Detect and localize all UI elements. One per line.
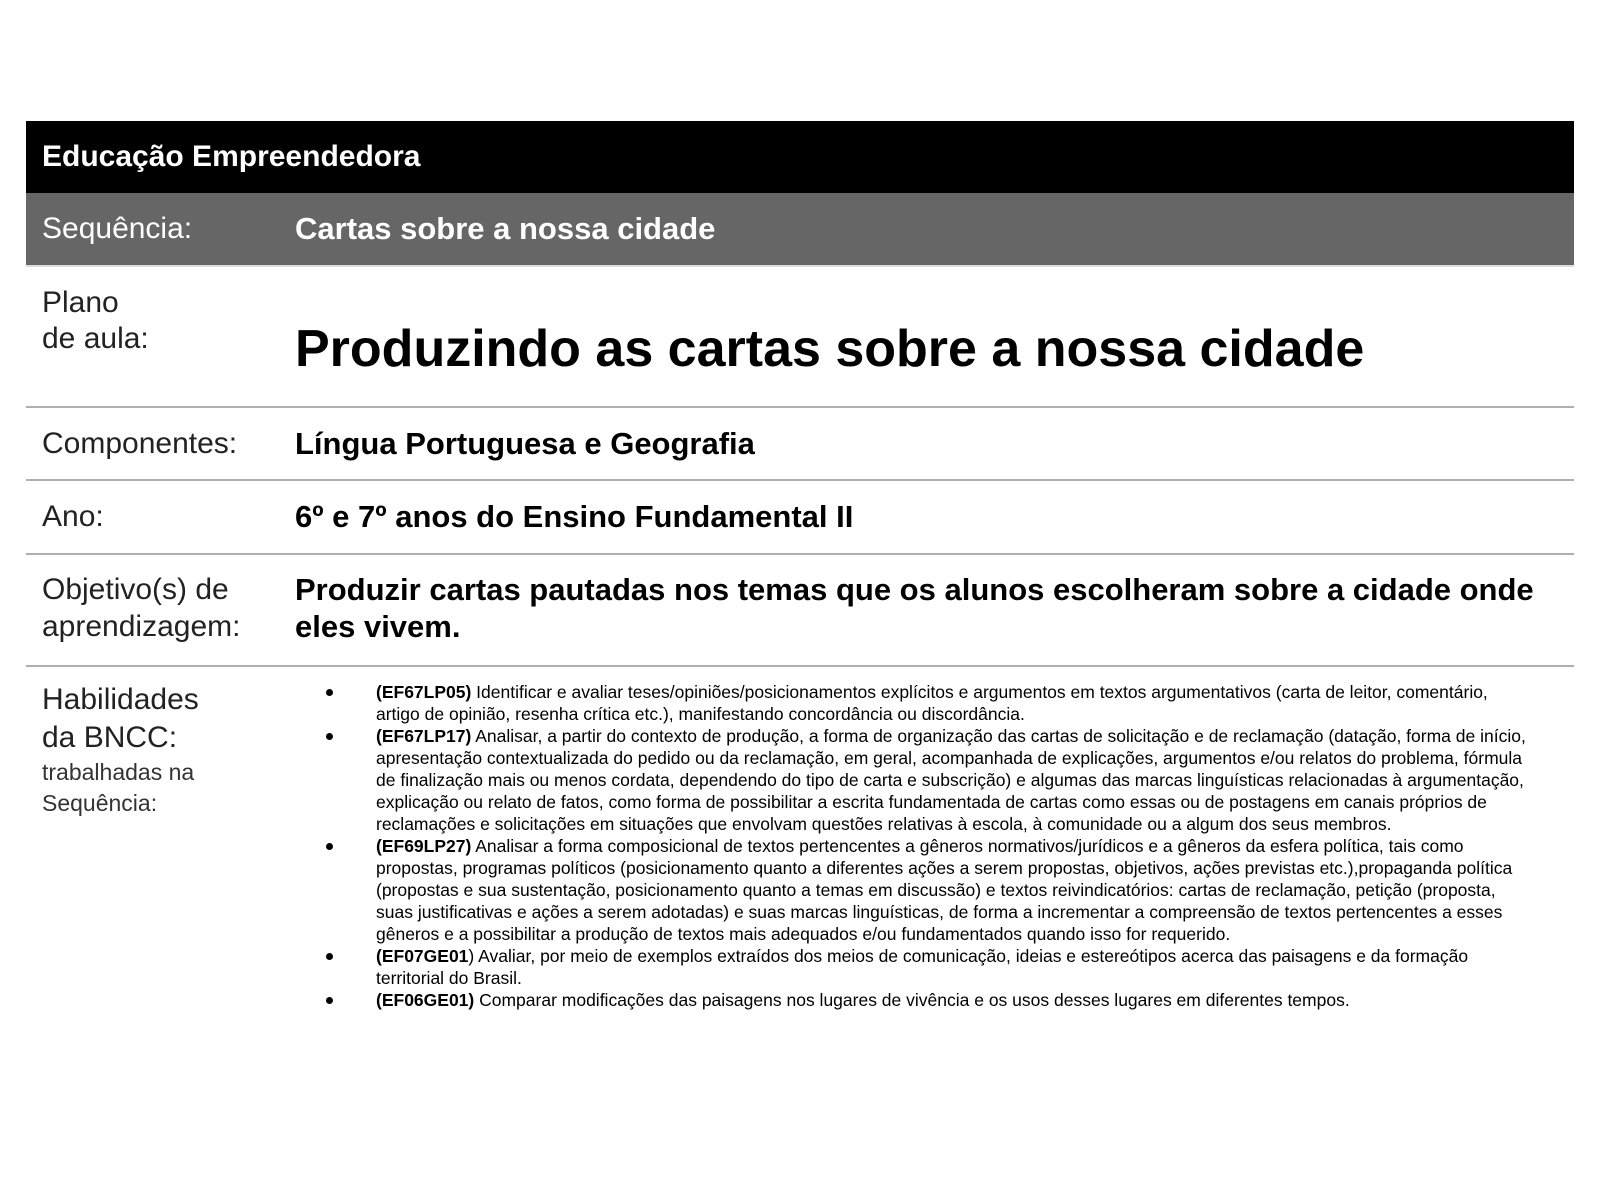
lesson-plan-table	[26, 121, 1574, 1011]
habilidade-item	[26, 835, 1534, 945]
bullet-icon	[326, 997, 333, 1004]
plano-label-line2: de aula:	[42, 322, 149, 355]
objetivo-value: Produzir cartas pautadas nos temas que os alunos escolheram sobre a cidade onde eles vivem.	[295, 572, 1534, 644]
sequencia-row	[26, 193, 1574, 267]
habilidade-code: (EF67LP17)	[376, 726, 472, 746]
habilidades-sub-line1: trabalhadas na	[42, 759, 195, 785]
plano-label	[26, 267, 280, 406]
habilidade-item	[26, 945, 1534, 989]
habilidade-text: Comparar modificações das paisagens nos lugares de vivência e os usos desses lugares em diferentes tempos.	[474, 990, 1350, 1010]
plano-title: Produzindo as cartas sobre a nossa cidade	[295, 320, 1365, 378]
sequencia-label: Sequência:	[42, 212, 193, 245]
plano-row	[26, 267, 1574, 408]
habilidade-item	[26, 725, 1534, 835]
habilidade-code: (EF69LP27)	[376, 836, 472, 856]
habilidade-code: (EF07GE01	[376, 946, 469, 966]
bullet-icon	[326, 733, 333, 740]
objetivo-row	[26, 555, 1574, 667]
header-title: Educação Empreendedora	[42, 140, 421, 173]
header-bar	[26, 121, 1574, 193]
plano-label-line1: Plano	[42, 286, 119, 319]
componentes-row	[26, 408, 1574, 481]
habilidade-text: Identificar e avaliar teses/opiniões/posicionamentos explícitos e argumentos em textos argumentativos (carta de leitor, comentário, artigo de opinião, resenha crítica etc.), manifestando concordância ou discordância.	[376, 682, 1488, 724]
habilidade-code: (EF67LP05)	[376, 682, 472, 702]
habilidades-row	[26, 667, 1574, 1011]
bullet-icon	[326, 689, 333, 696]
objetivo-label-line1: Objetivo(s) de	[42, 573, 229, 606]
habilidade-text: ) Avaliar, por meio de exemplos extraídos dos meios de comunicação, ideias e estereótipos acerca das paisagens e da formação territorial do Brasil.	[376, 946, 1469, 988]
habilidade-item	[26, 681, 1534, 725]
habilidades-list	[26, 681, 1574, 1011]
habilidades-label-line2: da BNCC:	[42, 721, 178, 754]
objetivo-label-line2: aprendizagem:	[42, 610, 241, 643]
componentes-label: Componentes:	[42, 426, 238, 460]
habilidades-label-line1: Habilidades	[42, 683, 199, 716]
bullet-icon	[326, 953, 333, 960]
ano-value: 6º e 7º anos do Ensino Fundamental II	[295, 499, 854, 534]
habilidade-text: Analisar, a partir do contexto de produção, a forma de organização das cartas de solicitação e de reclamação (datação, forma de início, apresentação contextualizada do pedido ou da reclamação, em geral, acompanhada de explicações, argumentos e/ou relatos do problema, fórmula de finalização mais ou menos cordata, dependendo do tipo de carta e subscrição) e algumas das marcas linguísticas relacionadas à argumentação, explicação ou relato de fatos, como forma de possibilitar a escrita fundamentada de cartas como essas ou de postagens em canais próprios de reclamações e solicitações em situações que envolvam questões relativas à escola, à comunidade ou a algum dos seus membros.	[376, 726, 1526, 834]
bullet-icon	[326, 843, 333, 850]
ano-label: Ano:	[42, 500, 104, 533]
habilidade-item	[26, 989, 1534, 1011]
objetivo-label	[26, 571, 280, 665]
sequencia-value: Cartas sobre a nossa cidade	[295, 211, 716, 246]
componentes-value: Língua Portuguesa e Geografia	[295, 425, 755, 461]
habilidades-sub-line2: Sequência:	[42, 790, 158, 816]
habilidade-code: (EF06GE01)	[376, 990, 475, 1010]
ano-row	[26, 481, 1574, 555]
habilidade-text: Analisar a forma composicional de textos pertencentes a gêneros normativos/jurídicos e a gêneros da esfera política, tais como propostas, programas políticos (posicionamento quanto a diferentes ações a serem propostas, objetivos, ações previstas etc.),propaganda política (propostas e sua sustentação, posicionamento quanto a temas em discussão) e textos reivindicatórios: cartas de reclamação, petição (proposta, suas justificativas e ações a serem adotadas) e suas marcas linguísticas, de forma a incrementar a compreensão de textos pertencentes a esses gêneros e a possibilitar a produção de textos mais adequados e/ou fundamentados quando isso for requerido.	[376, 836, 1513, 944]
